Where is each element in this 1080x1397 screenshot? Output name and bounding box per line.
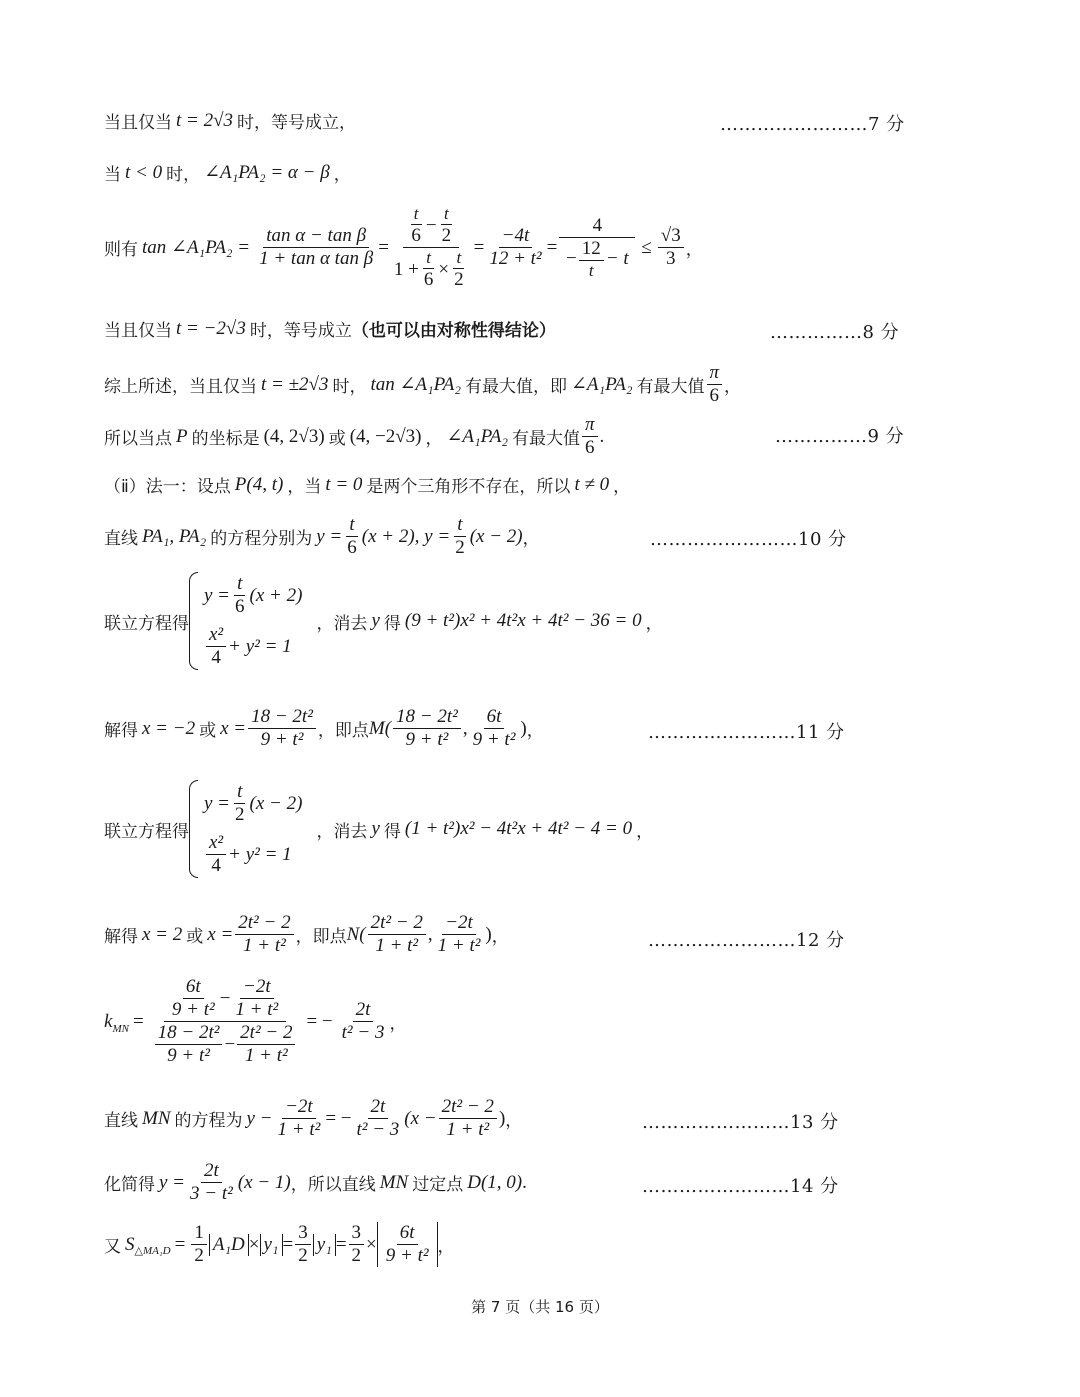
math: = — [174, 1233, 186, 1255]
n: t — [411, 204, 422, 225]
numerator: π — [707, 362, 723, 385]
math: = − — [325, 1107, 352, 1129]
math: y — [371, 818, 380, 839]
text: 联立方程得 — [104, 821, 189, 842]
math: (4, 2√3) — [263, 425, 325, 447]
text: （ⅱ）法一：设点 — [104, 477, 231, 497]
line-16 — [104, 1222, 455, 1267]
line-6 — [104, 414, 604, 459]
subscript: MN — [112, 1022, 129, 1035]
math: (1 + t²)x² − 4t²x + 4t² − 4 = 0 — [404, 818, 633, 839]
math: D(1, 0) — [467, 1171, 523, 1193]
math: x = −2 — [142, 717, 196, 739]
text: ， — [389, 1014, 407, 1034]
n: 2t — [201, 1160, 222, 1183]
denominator: 3 — [665, 248, 676, 269]
math: S — [125, 1233, 135, 1255]
text: 联立方程得 — [104, 613, 189, 634]
d: t² − 3 — [341, 1022, 385, 1043]
n: t — [234, 573, 245, 596]
d: t² − 3 — [356, 1119, 400, 1140]
math: MN — [142, 1107, 171, 1129]
math: MN — [379, 1171, 409, 1193]
abs: A₁D — [209, 1234, 249, 1256]
text: 综上所述，当且仅当 — [104, 377, 257, 397]
d: 9 + t² — [472, 729, 516, 750]
d: 2 — [235, 804, 245, 825]
d: 9 + t² — [260, 729, 304, 750]
d: 6 — [235, 596, 245, 617]
t: − — [566, 248, 577, 269]
math: (4, −2√3) — [349, 425, 422, 447]
n: 12 — [579, 238, 604, 261]
d: 2 — [298, 1245, 308, 1266]
text: 解得 — [104, 927, 138, 947]
fraction — [256, 225, 376, 270]
math: = — [132, 1010, 144, 1032]
text: 当且仅当 — [104, 321, 172, 341]
text: ， — [645, 613, 663, 634]
score-8: ……………8 分 — [770, 322, 900, 343]
text: 则有 — [104, 240, 138, 260]
text: 得 — [383, 821, 401, 842]
text: ， — [685, 240, 703, 260]
brace — [189, 780, 198, 878]
denominator — [563, 238, 632, 281]
math: (x + 2) — [249, 584, 303, 606]
t: × — [438, 258, 450, 280]
text: ，消去 — [316, 613, 368, 634]
text: 当且仅当 — [104, 113, 172, 133]
math: (x + 2), y = — [361, 525, 451, 547]
math: = − — [306, 1010, 333, 1032]
math: t ≠ 0 — [574, 473, 610, 495]
math: , — [427, 923, 433, 945]
math: ∠A₁PA₂ — [571, 374, 633, 395]
numerator: 4 — [559, 215, 635, 238]
text: 或 — [186, 927, 204, 947]
d: 9 + t² — [405, 729, 449, 750]
n: t — [346, 514, 357, 537]
fraction — [452, 514, 468, 559]
t: − — [224, 1033, 236, 1055]
n: −2t — [282, 1096, 316, 1119]
math: tan ∠A₁PA₂ = — [142, 237, 251, 258]
math: = — [335, 1233, 347, 1255]
fraction — [559, 215, 635, 281]
n: t — [441, 204, 452, 225]
fraction — [150, 976, 301, 1067]
line-13 — [104, 976, 406, 1067]
d: 2 — [351, 1245, 362, 1266]
text: 化简得 — [104, 1175, 155, 1195]
n: 6t — [183, 976, 204, 999]
math: × — [366, 1233, 377, 1255]
text: 有最大值 — [636, 377, 705, 397]
text: 直线 — [104, 1111, 138, 1131]
numerator: π — [582, 414, 598, 437]
math: y — [371, 610, 380, 631]
line-4 — [104, 316, 556, 341]
t: − t — [605, 248, 629, 269]
n: 2t² − 2 — [439, 1096, 497, 1119]
note: （也可以由对称性得结论） — [351, 321, 556, 341]
text: ， — [437, 1237, 455, 1257]
math: ) — [485, 923, 492, 945]
n: t — [234, 781, 245, 804]
n: 1 — [191, 1222, 207, 1245]
fraction — [582, 414, 598, 459]
line-15 — [104, 1160, 527, 1205]
numerator — [164, 976, 286, 1022]
math: (9 + t²)x² + 4t²x + 4t² − 36 = 0 — [404, 610, 642, 631]
d: 1 + t² — [437, 935, 481, 956]
fraction — [486, 225, 544, 270]
math: × — [248, 1233, 260, 1255]
math: t = 0 — [325, 473, 363, 495]
line-5 — [104, 362, 741, 407]
text: 时，等号成立 — [249, 321, 352, 341]
score-11: ……………………11 分 — [648, 722, 845, 743]
line-8 — [104, 514, 540, 559]
text: ，当 — [287, 477, 322, 497]
denominator — [150, 1022, 301, 1067]
fraction — [707, 362, 723, 407]
line-11 — [104, 780, 653, 878]
line-7 — [104, 472, 630, 497]
text: 解得 — [104, 721, 138, 741]
fraction — [344, 514, 360, 559]
math: t = −2√3 — [176, 317, 246, 339]
math: (x − 2) — [249, 792, 303, 814]
d: 1 + t² — [244, 1045, 288, 1066]
n: 6t — [397, 1222, 418, 1245]
text: 得 — [383, 613, 401, 634]
text: ， — [613, 477, 631, 497]
d: 1 + t² — [243, 935, 286, 956]
text: 又 — [104, 1237, 121, 1257]
math: + y² = 1 — [228, 635, 292, 657]
text: ，即点 — [295, 927, 347, 947]
text: ， — [526, 721, 544, 741]
d: 6 — [411, 225, 421, 246]
math: (x − 2) — [469, 525, 523, 547]
n: 2t² − 2 — [237, 1022, 295, 1045]
text: ， — [636, 821, 654, 842]
math: ) — [520, 717, 527, 739]
d: 2 — [194, 1245, 204, 1266]
math: = — [282, 1233, 294, 1255]
text: 有最大值 — [512, 429, 581, 449]
math: y = — [159, 1171, 186, 1193]
d: 3 − t² — [190, 1183, 233, 1204]
score-7: ……………………7 分 — [720, 114, 905, 135]
text: 时， — [332, 377, 367, 397]
abs: y₁ — [260, 1234, 283, 1256]
line-2 — [104, 160, 351, 185]
n: t — [423, 248, 434, 269]
text: ， — [724, 377, 742, 397]
n: −2t — [240, 976, 274, 999]
math: x = — [220, 717, 247, 739]
numerator: −4t — [499, 225, 533, 248]
n: 18 − 2t² — [393, 706, 461, 729]
n: 3 — [295, 1222, 311, 1245]
equation-system — [189, 572, 302, 670]
math: M( — [368, 717, 392, 739]
text: ， — [333, 165, 351, 185]
numerator: tan α − tan β — [263, 225, 369, 248]
text: 直线 — [104, 529, 138, 549]
text: 的方程为 — [174, 1111, 243, 1131]
fraction — [658, 225, 684, 270]
d: 9 + t² — [167, 1045, 210, 1066]
text: ， — [522, 529, 540, 549]
math: (x − 1) — [237, 1171, 291, 1193]
t: 1 + — [393, 258, 419, 280]
math: ∠A₁PA₂ — [446, 426, 509, 447]
n: t — [453, 248, 464, 269]
line-9 — [104, 572, 663, 670]
math: x = 2 — [142, 923, 183, 945]
math: ) — [498, 1107, 506, 1129]
d: 1 + t² — [446, 1119, 490, 1140]
score-9: ……………9 分 — [775, 426, 905, 447]
math: x = — [207, 923, 234, 945]
line-12 — [104, 912, 509, 957]
math: ∠A₁PA₂ = α − β — [204, 162, 330, 183]
score-12: ……………………12 分 — [648, 930, 845, 951]
text: 的坐标是 — [191, 429, 260, 449]
line-3: 则有 tan ∠A₁PA₂ = $\frac{\text{tan α − tan β}}{\text{1 + tan α tan β}}$ = $\frac{t}{6}$ − $\frac{t}{2}$ 1 + $\frac{t}{6}$ × $\frac{t}{2}$ = $\frac{-4t}{\text{12 + t²}}$ = 4 − $\frac{12}{t}$ − t ≤ $\frac{√3}{3}$ ， — [104, 204, 703, 290]
text: 或 — [199, 721, 217, 741]
n: 6t — [484, 706, 505, 729]
brace — [189, 572, 198, 670]
math: tan ∠A₁PA₂ — [370, 374, 461, 395]
line-14 — [104, 1096, 522, 1141]
text: ， — [425, 429, 443, 449]
abs: y₁ — [313, 1234, 336, 1256]
d: 2 — [454, 269, 464, 290]
n: x² — [206, 832, 226, 855]
d: 9 + t² — [171, 999, 215, 1020]
math: t = 2√3 — [176, 109, 234, 131]
math: ≤ — [641, 236, 652, 258]
d: t — [588, 260, 594, 280]
math: y = — [204, 792, 231, 814]
text: ，即点 — [317, 721, 369, 741]
math: y − — [246, 1107, 273, 1129]
line-1 — [104, 108, 356, 133]
math: t < 0 — [125, 161, 163, 183]
n: t — [454, 514, 465, 537]
equation-system — [189, 780, 302, 878]
numerator: √3 — [658, 225, 684, 248]
page-footer: 第 7 页（共 16 页） — [471, 1298, 609, 1316]
text: . — [599, 425, 605, 447]
d: 6 — [347, 537, 357, 558]
score-13: ……………………13 分 — [642, 1112, 839, 1133]
text: ，消去 — [316, 821, 368, 842]
fraction — [391, 204, 472, 291]
d: 9 + t² — [385, 1245, 429, 1266]
d: 2 — [441, 225, 452, 246]
text: 过定点 — [412, 1175, 464, 1195]
score-14: ……………………14 分 — [642, 1176, 839, 1197]
d: 6 — [423, 269, 434, 290]
text: ，所以直线 — [290, 1175, 376, 1195]
n: 2t² − 2 — [368, 912, 426, 935]
math: N( — [346, 923, 366, 945]
math: + y² = 1 — [228, 843, 292, 865]
text: . — [522, 1171, 527, 1193]
n: 3 — [349, 1222, 365, 1245]
math: k — [104, 1010, 113, 1032]
math: t = ±2√3 — [261, 373, 329, 395]
denominator — [391, 248, 472, 291]
denominator: 6 — [709, 385, 720, 406]
d: 1 + t² — [235, 999, 279, 1020]
d: 2 — [455, 537, 465, 558]
text: 所以当点 — [104, 429, 172, 449]
d: 1 + t² — [375, 935, 419, 956]
t: − — [219, 987, 231, 1009]
text: 或 — [328, 429, 346, 449]
subscript: △MA₁D — [134, 1245, 171, 1257]
n: x² — [206, 624, 226, 647]
text: 有最大值，即 — [465, 377, 567, 397]
d: 1 + t² — [277, 1119, 321, 1140]
denominator: 12 + t² — [489, 248, 542, 269]
math: PA₁, PA₂ — [142, 525, 207, 547]
n: −2t — [442, 912, 476, 935]
d: 4 — [211, 647, 221, 668]
math: , — [462, 717, 468, 739]
text: 时，等号成立， — [237, 113, 357, 133]
n: 18 − 2t² — [248, 706, 316, 729]
text: 的方程分别为 — [210, 529, 313, 549]
d: 4 — [211, 855, 221, 876]
math: y = — [204, 584, 231, 606]
line-10 — [104, 706, 544, 751]
text: 是两个三角形不存在，所以 — [366, 477, 571, 497]
math: (x − — [404, 1107, 437, 1129]
math: P — [176, 425, 188, 447]
math: P(4, t) — [234, 473, 284, 495]
denominator: 6 — [585, 437, 595, 458]
n: 2t² − 2 — [235, 912, 293, 935]
text: 当 — [104, 165, 121, 185]
denominator: 1 + tan α tan β — [259, 248, 374, 269]
text: ， — [491, 927, 509, 947]
n: 2t — [368, 1096, 389, 1119]
n: 2t — [353, 999, 374, 1022]
score-10: ……………………10 分 — [650, 529, 847, 550]
text: ， — [505, 1111, 523, 1131]
text: 时， — [166, 165, 201, 185]
abs — [377, 1222, 438, 1267]
math: y = — [316, 525, 343, 547]
n: 18 − 2t² — [155, 1022, 223, 1045]
numerator: $\frac{t}{6}$ − $\frac{t}{2}$ — [403, 204, 459, 248]
